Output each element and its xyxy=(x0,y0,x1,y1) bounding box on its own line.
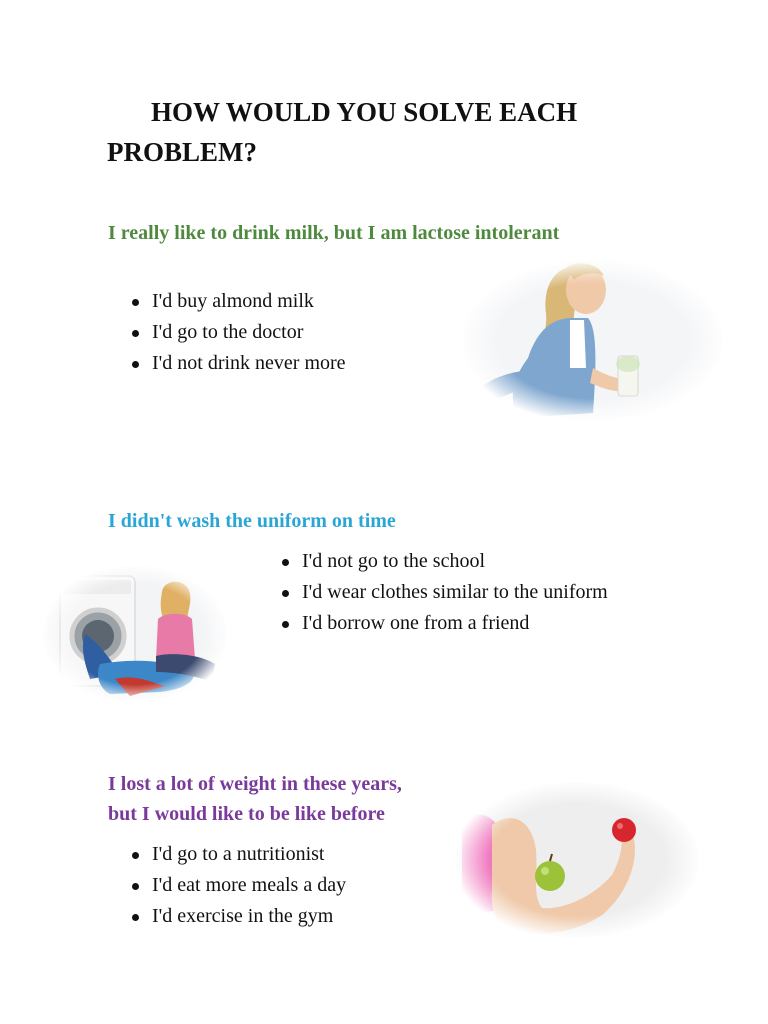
list-item: I'd go to the doctor xyxy=(130,317,346,348)
page-title xyxy=(107,92,667,172)
girl-at-washing-machine-illustration xyxy=(40,564,230,704)
problem-heading-uniform: I didn't wash the uniform on time xyxy=(108,510,396,532)
list-item: I'd buy almond milk xyxy=(130,286,346,317)
page-title-line-1: HOW WOULD YOU SOLVE EACH xyxy=(151,97,578,127)
problem-heading-weight-line-2: but I would like to be like before xyxy=(108,803,385,825)
list-item: I'd wear clothes similar to the uniform xyxy=(280,577,608,608)
list-item: I'd eat more meals a day xyxy=(130,870,346,901)
solutions-list-uniform xyxy=(280,546,608,639)
woman-holding-milk-illustration xyxy=(458,258,728,423)
list-item: I'd borrow one from a friend xyxy=(280,608,608,639)
list-item: I'd exercise in the gym xyxy=(130,901,346,932)
problem-heading-weight xyxy=(108,769,468,829)
list-item: I'd not drink never more xyxy=(130,348,346,379)
solutions-list-milk xyxy=(130,286,346,379)
list-item: I'd not go to the school xyxy=(280,546,608,577)
arm-with-apples-illustration xyxy=(452,780,702,940)
list-item: I'd go to a nutritionist xyxy=(130,839,346,870)
problem-heading-milk: I really like to drink milk, but I am lactose intolerant xyxy=(108,222,560,244)
page-title-line-2: PROBLEM? xyxy=(107,137,258,167)
solutions-list-weight xyxy=(130,839,346,932)
problem-heading-weight-line-1: I lost a lot of weight in these years, xyxy=(108,773,402,795)
